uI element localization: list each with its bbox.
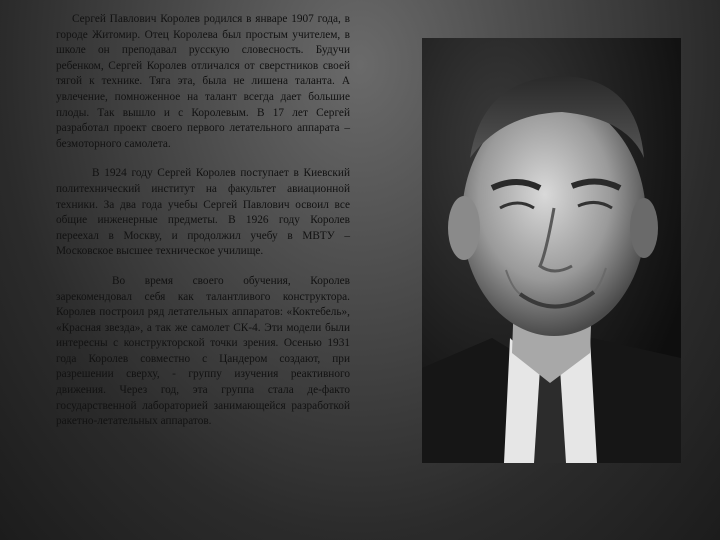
portrait-photo	[422, 38, 681, 463]
paragraph-birth: Сергей Павлович Королев родился в январе 1907 года, в городе Житомир. Отец Королева был простым учителем, в школе он преподавал русскую словесность. Будучи ребенком, Сергей Королев отличался от сверстников своей тягой к технике. Тяга эта, была не лишена таланта. А увлечение, помноженное на талант всегда дает большие плоды. Так вышло и с Королевым. В 17 лет Сергей разработал проект своего первого летательного аппарата – безмоторного самолета.	[56, 13, 350, 150]
biography-text	[56, 12, 350, 444]
portrait-photo-icon	[422, 38, 681, 463]
paragraph-designer-career: Во время своего обучения, Королев зарекомендовал себя как талантливого конструктора. Королев построил ряд летательных аппаратов: «Коктебель», «Красная звезда», а так же самолет СК-4. Эти модели были интересны с конструкторской точки зрения. Осенью 1931 года Королев совместно с Цандером создают, при разрешении сверху, - группу изучения реактивного движения. Через год, эта группа стала де-факто государственной лабораторией занимающейся разработкой ракетно-летательных аппаратов.	[56, 274, 350, 428]
paragraph-education-kiev: В 1924 году Сергей Королев поступает в Киевский политехнический институт на факультет авиационной техники. За два года учебы Сергей Павлович освоил все общие инженерные предметы. В 1926 году Королев переехал в Москву, и продолжил учебу в МВТУ – Московское высшее техническое училище.	[56, 167, 350, 258]
